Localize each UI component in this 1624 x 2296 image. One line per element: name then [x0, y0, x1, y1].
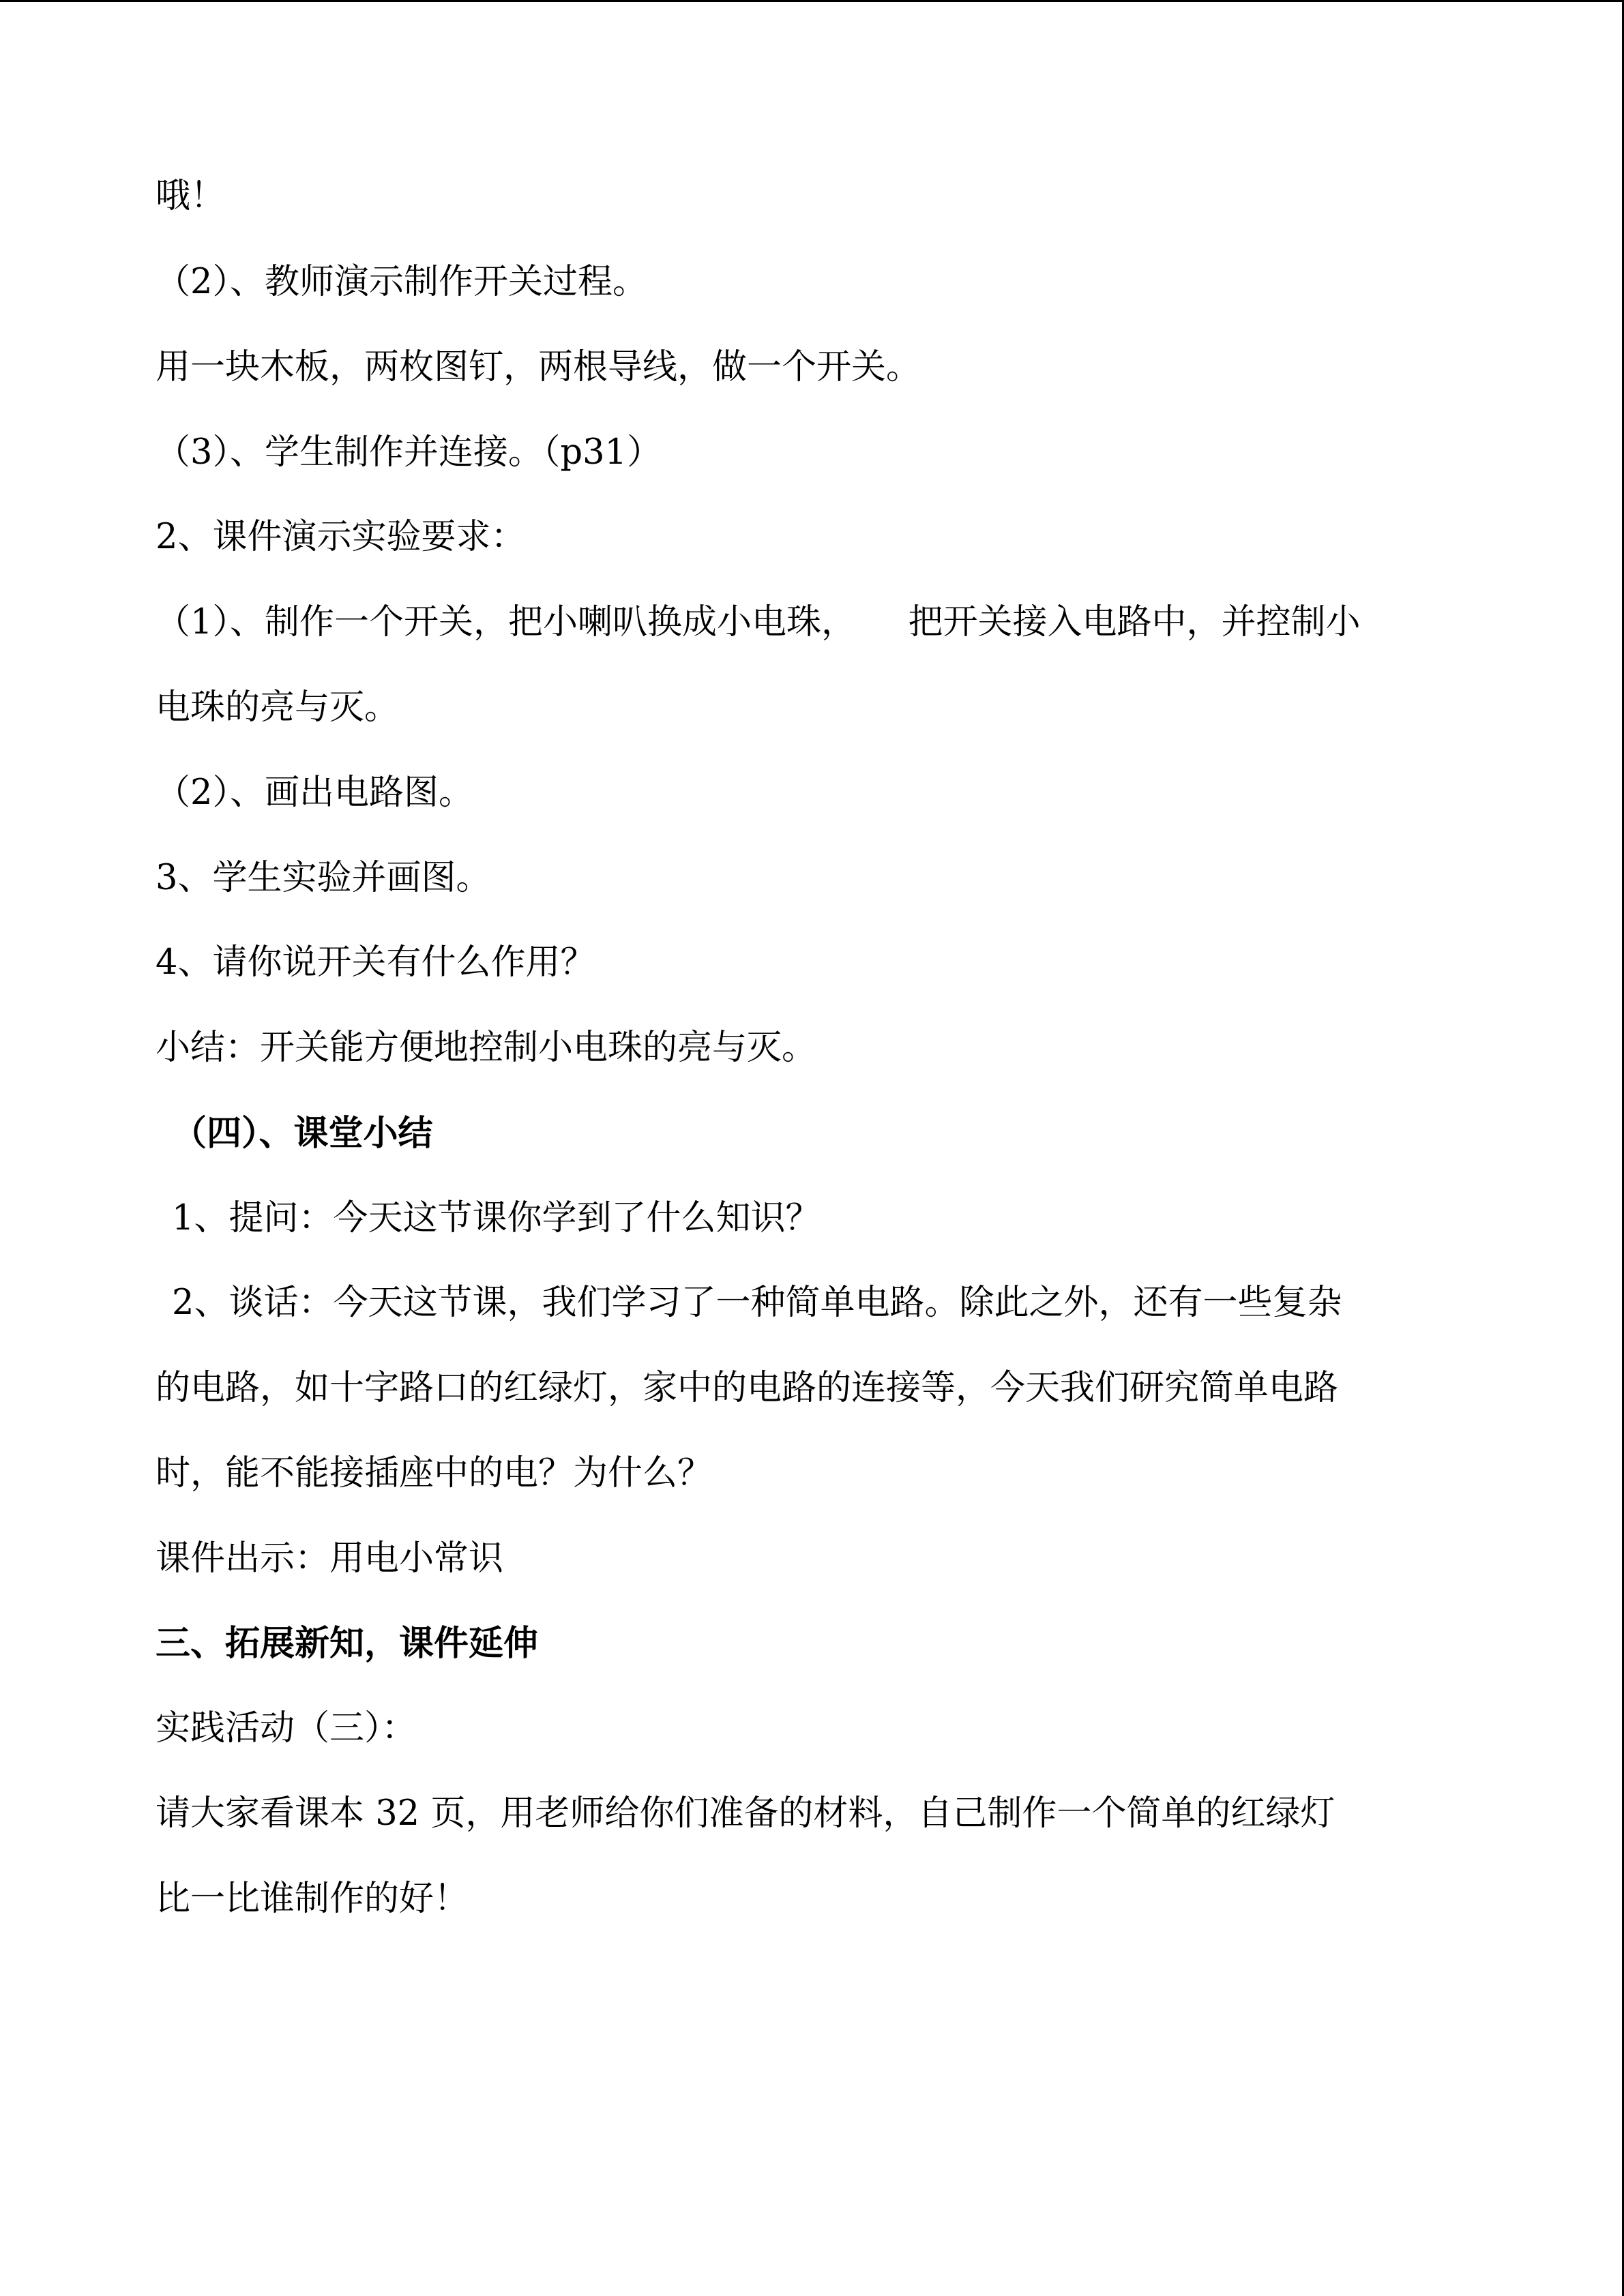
section-heading-extension: 三、拓展新知，课件延伸 [156, 1623, 539, 1664]
text-line-textbook-task: 请大家看课本 32 页，用老师给你们准备的材料，自己制作一个简单的红绿灯 [156, 1793, 1335, 1834]
text-line-electricity-tips: 课件出示：用电小常识 [156, 1538, 504, 1579]
text-line-summary: 小结：开关能方便地控制小电珠的亮与灭。 [156, 1028, 817, 1068]
text-line-oh: 哦！ [156, 176, 226, 216]
text-line-talk: 2、谈话：今天这节课，我们学习了一种简单电路。除此之外，还有一些复杂 [172, 1283, 1342, 1323]
text-line-requirement-1: （1）、制作一个开关，把小喇叭换成小电珠， 把开关接入电路中，并控制小 [156, 602, 1361, 642]
text-line-student-experiment: 3、学生实验并画图。 [156, 858, 491, 898]
text-line-switch-question: 4、请你说开关有什么作用？ [156, 942, 595, 983]
text-line-talk-cont-2: 时，能不能接插座中的电？为什么？ [156, 1453, 713, 1493]
text-line-courseware-requirements: 2、课件演示实验要求： [156, 517, 526, 557]
text-line-requirement-1-cont: 电珠的亮与灭。 [156, 687, 400, 728]
text-line-talk-cont-1: 的电路，如十字路口的红绿灯，家中的电路的连接等，今天我们研究简单电路 [156, 1368, 1339, 1408]
text-line-step-3-make: （3）、学生制作并连接。（p31） [156, 432, 662, 473]
text-line-practice-activity: 实践活动（三）： [156, 1708, 417, 1748]
text-line-materials: 用一块木板，两枚图钉，两根导线，做一个开关。 [156, 347, 921, 387]
section-heading-class-summary: （四）、课堂小结 [172, 1113, 433, 1154]
text-line-compare: 比一比谁制作的好！ [156, 1879, 469, 1919]
text-line-requirement-2: （2）、画出电路图。 [156, 773, 473, 813]
text-line-step-2-demo: （2）、教师演示制作开关过程。 [156, 262, 647, 302]
text-line-question: 1、提问：今天这节课你学到了什么知识？ [172, 1198, 821, 1238]
